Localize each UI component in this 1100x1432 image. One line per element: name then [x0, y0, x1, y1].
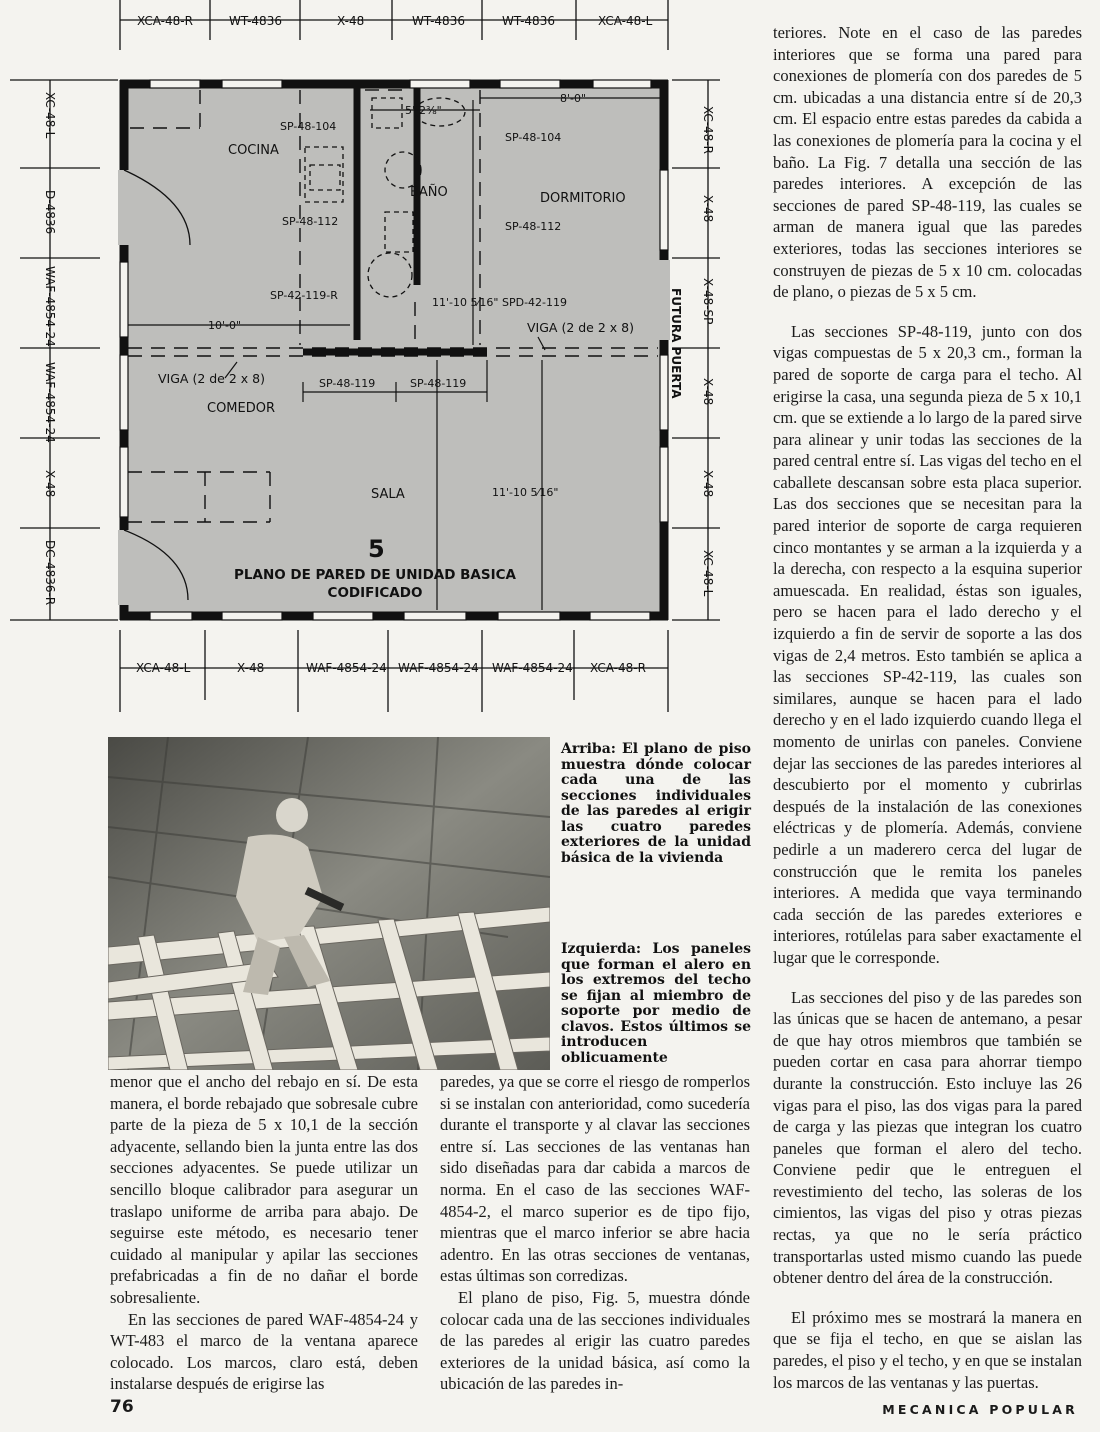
top-label: X-48: [337, 14, 365, 28]
viga-label-left: VIGA (2 de 2 x 8): [158, 371, 265, 386]
right-label: X-48-SP: [701, 278, 715, 325]
room-dormitorio: DORMITORIO: [540, 191, 626, 206]
left-label: X-48: [43, 470, 57, 498]
right-label: X-48: [701, 470, 715, 498]
caption-arriba: [561, 742, 751, 866]
paragraph: menor que el ancho del rebajo en sí. De esta manera, el borde rebajado que sobresale cubre parte de la pieza de 5 x 10,1 de la sección adyacente, sellando bien la junta entre las dos secciones adyacentes. Se puede utilizar un sencillo bloque calibrador para asegurar un traslapo uniforme de arriba para abajo. De seguirse este método, es necesario tener cuidado al manipular y apilar las secciones prefabricadas a fin de no dañar el borde sobresaliente.: [110, 1072, 418, 1307]
caption-arriba-text: El plano de piso muestra dónde colocar cada una de las secciones individuales de las paredes al erigir las cuatro paredes exteriores de la unidad básica de la vivienda: [561, 741, 751, 866]
bottom-label: XCA-48-L: [136, 661, 191, 675]
right-label: XC-48-R: [701, 106, 715, 154]
section-label: SP-48-112: [282, 215, 339, 228]
left-label: XC-48-L: [43, 92, 57, 139]
dimension-label: 11'-10 5⁄16": [492, 486, 559, 499]
caption-arriba-lead: Arriba:: [561, 741, 616, 757]
windows-left: [120, 262, 128, 517]
top-label: XCA-48-L: [598, 14, 653, 28]
door-gap-right: [658, 260, 670, 340]
paragraph: En las secciones de pared WAF-4854-24 y WT-483 el marco de la ventana aparece colocado. Los marcos, claro está, deben instalarse después de erigirse las: [110, 1309, 418, 1394]
floor-plan-figure: [0, 0, 720, 720]
paragraph: El próximo mes se mostrará la manera en que se fija el techo, en que se aislan las paredes, el piso y el techo, y en que se instalan los marcos de las ventanas y las puertas.: [773, 1307, 1082, 1392]
room-comedor: COMEDOR: [207, 401, 276, 416]
top-dimension-ticks: [120, 0, 668, 50]
body-column-middle: [440, 1071, 750, 1395]
bottom-label: X-48: [237, 661, 265, 675]
section-label: SP-48-104: [280, 120, 337, 133]
bottom-label: WAF-4854-24: [306, 661, 387, 675]
paragraph: El plano de piso, Fig. 5, muestra dónde colocar cada una de las secciones individuales de las paredes al erigir las cuatro paredes exteriores de la unidad básica, así como la ubicación de las paredes in-: [440, 1287, 750, 1394]
right-label: X-48: [701, 378, 715, 406]
room-sala: SALA: [371, 487, 405, 502]
bottom-dimension-ticks: [120, 630, 668, 712]
left-dimension-ticks: [10, 80, 118, 620]
construction-photo: [108, 737, 550, 1070]
left-label: DC-4836-R: [43, 540, 57, 606]
top-label: WT-4836: [502, 14, 555, 28]
dimension-label: 10'-0": [208, 319, 242, 332]
bottom-label: WAF-4854-24: [492, 661, 573, 675]
paragraph: Las secciones del piso y de las paredes son las únicas que se hacen de antemano, a pesar de que hay otros miembros que también se pueden cortar en casa para ahorrar tiempo durante la construcción. Esto incluye las 26 vigas para el piso, las dos vigas para la pared de carga y las piezas que integran los cuatro paneles que forman el alero del techo. Conviene pedir que le entreguen el revestimiento del techo, las soleras de los cimientos, las vigas del piso y otras piezas rectas, ya que no le sería práctico transportarlas usted mismo cuando las puede obtener dentro del área de la construcción.: [773, 987, 1082, 1288]
caption-izquierda: [561, 942, 751, 1066]
caption-izquierda-lead: Izquierda:: [561, 941, 642, 957]
bottom-label: XCA-48-R: [590, 661, 646, 675]
top-labels: [137, 14, 653, 28]
left-label: WAF-4854-24: [43, 266, 57, 347]
caption-izquierda-text: Los paneles que forman el alero en los extremos del techo se fijan al miembro de soporte por medio de clavos. Estos últimos se introducen oblicuamente: [561, 941, 751, 1066]
section-label: SPD-42-119: [502, 296, 568, 309]
page-number: 76: [110, 1397, 134, 1417]
dimension-label: 5'-2⅜": [405, 104, 442, 117]
magazine-name: MECANICA POPULAR: [882, 1402, 1078, 1417]
plan-title-line2: CODIFICADO: [327, 585, 423, 601]
bottom-label: WAF-4854-24: [398, 661, 479, 675]
top-label: XCA-48-R: [137, 14, 193, 28]
room-bano: BAÑO: [410, 185, 448, 200]
floor-plan-drawing: [0, 0, 720, 720]
room-cocina: COCINA: [228, 143, 279, 158]
photo-drawing: [108, 737, 550, 1070]
top-label: WT-4836: [412, 14, 465, 28]
body-column-left: [110, 1071, 418, 1395]
paragraph: teriores. Note en el caso de las paredes interiores que se forma una pared para conexiones de plomería con dos paredes de 5 cm. ubicadas a una distancia entre sí de 20,3 cm. El espacio entre estas paredes da cabida a las conexiones de plomería para la cocina y el baño. La Fig. 7 detalla una sección de las paredes interiores. A excepción de las secciones de pared SP-48-119, las cuales se arman de manera igual que las paredes exteriores, todas las secciones interiores se construyen de piezas de 5 x 10 cm. colocadas de plano, o piezas de 5 x 5 cm.: [773, 23, 1082, 302]
left-label: D-4836: [43, 190, 57, 235]
section-label: SP-42-119-R: [270, 289, 338, 302]
right-label: X-48: [701, 195, 715, 223]
dimension-label: 8'-0": [560, 92, 587, 105]
door-gap-left-bottom: [118, 530, 130, 605]
paragraph: Las secciones SP-48-119, junto con dos vigas compuestas de 5 x 20,3 cm., forman la pared de soporte de carga para el techo. Al erigirse la casa, una segunda pieza de 5 x 10,1 cm. que se extiende a lo largo de la pared sirve para alinear y unir todas las secciones de la pared central entre sí. Las vigas del techo en el caballete descansan sobre esta placa superior. Las dos secciones que se necesitan para la pared interior de soporte de carga requieren cinco montantes y se arman a la izquierda y a la derecha, con respecto a la esquina superior amuescada. En realidad, éstas son iguales, pero se hacen para el lado derecho y el izquierdo a fin de servir de soporte a las dos vigas de 2,4 metros. Esto también se aplica a las secciones SP-42-119, las cuales son similares, aunque se hacen para el lado derecho y en el lado izquierdo cuando llega el momento de unirlas con paneles. Conviene dejar las secciones de las paredes interiores al descubierto por el momento y cubrirlas después de la instalación de las conexiones eléctricas y de plomería. Además, conviene pedirle a un maderero cerca del lugar de construcción que le remita los paneles interiores. A medida que vaya terminando cada sección de las paredes exteriores e interiores, rotúlelas para saber exactamente el lugar que le corresponde.: [773, 321, 1082, 967]
figure-number: 5: [368, 535, 385, 563]
futura-puerta-label: FUTURA PUERTA: [669, 288, 683, 399]
body-column-right: [773, 22, 1082, 1393]
left-label: WAF-4854-24: [43, 362, 57, 443]
section-label: SP-48-112: [505, 220, 562, 233]
section-label: SP-48-104: [505, 131, 562, 144]
dimension-label: 11'-10 5⁄16": [432, 296, 499, 309]
right-label: XC-48-L: [701, 550, 715, 597]
plan-title-line1: PLANO DE PARED DE UNIDAD BASICA: [234, 567, 516, 583]
viga-label-right: VIGA (2 de 2 x 8): [527, 320, 634, 335]
paragraph: paredes, ya que se corre el riesgo de romperlos si se instalan con anterioridad, como sucedería durante el transporte y al clavar las secciones entre sí. Las secciones de las ventanas han sido diseñadas para dar cabida a marcos de norma. En el caso de las secciones WAF-4854-2, el marco superior es de tipo fijo, mientras que el marco inferior se abre hacia adentro. En las otras secciones de ventanas, estas últimas son corredizas.: [440, 1072, 750, 1286]
section-label: SP-48-119: [319, 377, 376, 390]
section-label: SP-48-119: [410, 377, 467, 390]
top-label: WT-4836: [229, 14, 282, 28]
door-gap-left-top: [118, 170, 130, 245]
